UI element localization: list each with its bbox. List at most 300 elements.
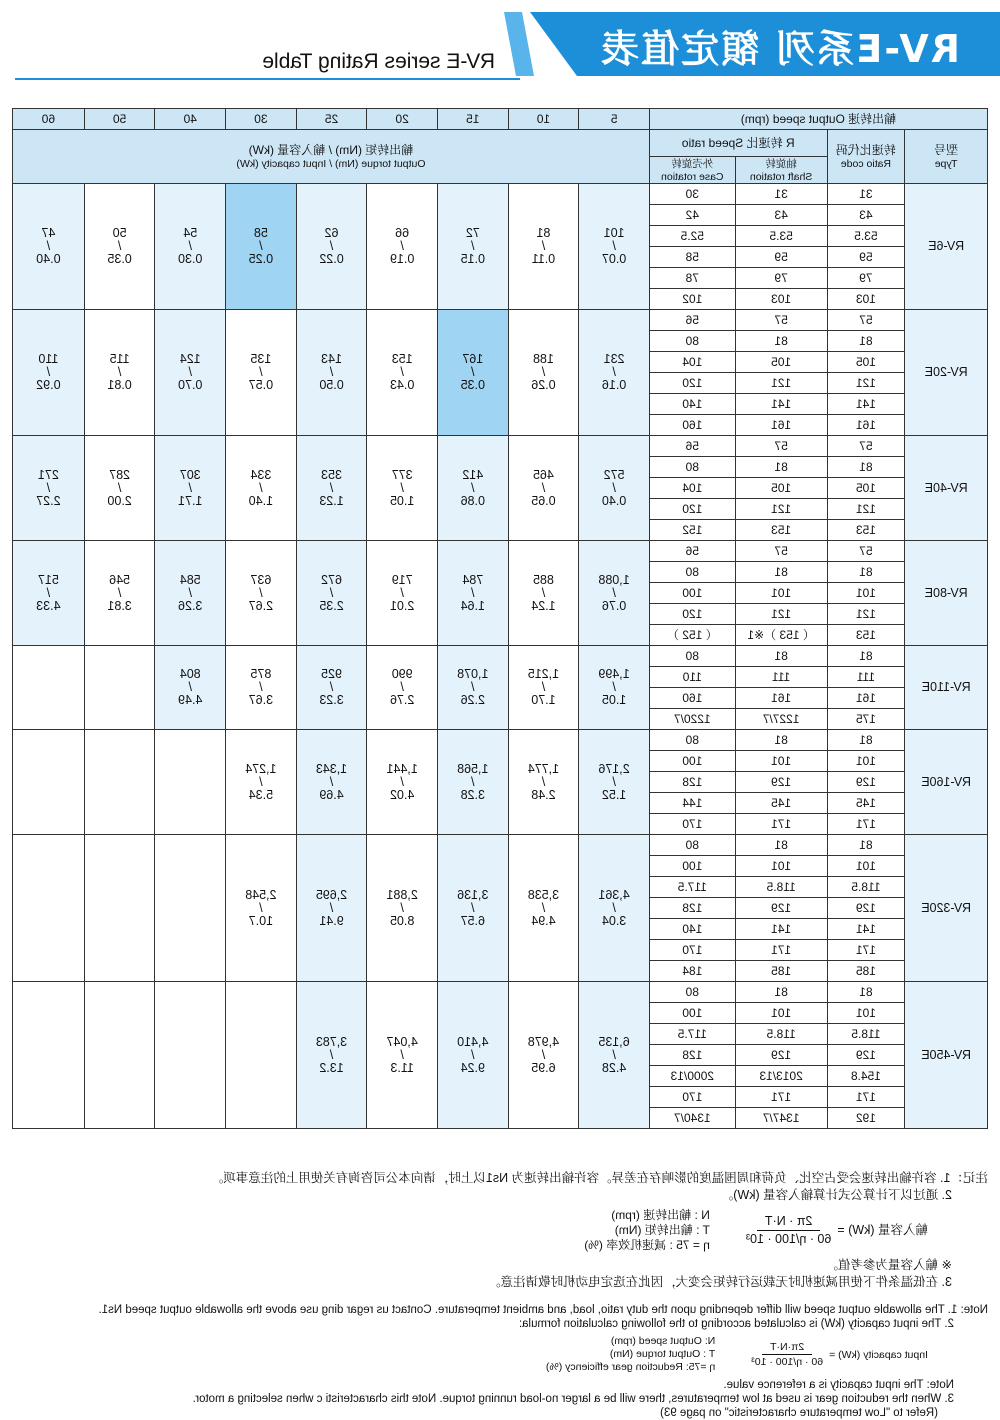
capacity-value: 0.25 — [248, 252, 274, 266]
legend-cn-n: N : 輸出转速 (rpm) — [611, 1208, 710, 1222]
formula-cn-lhs: 輸入容量 (kW) = — [837, 1223, 928, 1237]
torque-value: 54 — [183, 226, 198, 240]
torque-value: 4,410 — [457, 1034, 489, 1049]
ratio-code-cell: 81 — [827, 331, 905, 352]
separator: / — [471, 365, 475, 379]
case-ratio-cell: 102 — [649, 289, 735, 310]
table-row — [13, 184, 988, 205]
shaft-rotation-header — [735, 157, 827, 184]
capacity-value: 13.2 — [319, 1060, 344, 1075]
torque-capacity-cell — [226, 982, 297, 1129]
torque-capacity-cell — [508, 541, 579, 646]
case-ratio-cell: 56 — [649, 541, 735, 562]
capacity-value: 0.40 — [601, 493, 627, 508]
shaft-ratio-cell: 129 — [735, 772, 827, 793]
torque-capacity-cell — [437, 835, 508, 982]
case-ratio-cell: 80 — [649, 562, 735, 583]
ratio-code-cell: 192 — [827, 1108, 905, 1129]
torque-capacity-cell — [155, 835, 226, 982]
formula-en-numerator: 2π·N·T — [762, 1340, 812, 1355]
ratio-code-cell: 118.5 — [827, 1024, 905, 1045]
note-en-3: 3. When the reduction gear is used at low temperatures, there will be a larger no-load running torque. Note this characteristi c when selecting a motor. — [192, 1393, 954, 1405]
speed-header: 15 — [437, 109, 508, 130]
capacity-value: 3.04 — [601, 913, 627, 928]
capacity-value: 11.3 — [390, 1060, 414, 1075]
capacity-value: 0.11 — [531, 252, 556, 266]
torque-capacity-cell — [226, 730, 297, 835]
case-ratio-cell: 120 — [649, 373, 735, 394]
ratio-code-cell: 141 — [827, 919, 905, 940]
separator: / — [259, 585, 263, 600]
separator: / — [541, 680, 546, 694]
torque-capacity-cell — [296, 184, 367, 310]
case-ratio-cell: 30 — [649, 184, 735, 205]
shaft-ratio-cell: 121 — [735, 373, 827, 394]
note-cn-2: 2. 通过以下计算公式计算输入容量 (kW)。 — [720, 1188, 952, 1202]
capacity-value: 1.64 — [460, 598, 485, 613]
case-ratio-cell: 80 — [649, 457, 735, 478]
ratio-code-cell: 103 — [827, 289, 905, 310]
torque-capacity-cell — [296, 730, 367, 835]
note-en-2: 2. The input capacity (kW) is calculated according to the following calculation formula: — [518, 1318, 954, 1330]
case-ratio-cell: 56 — [649, 436, 735, 457]
capacity-value: 0.35 — [107, 252, 132, 266]
separator: / — [329, 365, 334, 379]
separator: / — [541, 900, 546, 915]
speed-header: 10 — [508, 109, 579, 130]
torque-capacity-cell — [437, 982, 508, 1129]
case-rotation-label: 外壳旋转 — [671, 158, 714, 170]
torque-value: 101 — [603, 226, 625, 240]
case-ratio-cell: 128 — [649, 898, 735, 919]
torque-value: 784 — [462, 572, 484, 587]
torque-value: 81 — [536, 226, 551, 240]
separator: / — [471, 774, 475, 789]
capacity-value: 0.16 — [601, 378, 627, 392]
torque-capacity-cell — [296, 436, 367, 541]
capacity-value: 3.81 — [107, 598, 132, 613]
separator: / — [471, 239, 475, 253]
torque-value: 334 — [250, 467, 272, 482]
case-ratio-cell: 80 — [649, 331, 735, 352]
torque-capacity-cell — [579, 982, 650, 1129]
torque-value: 925 — [321, 667, 342, 681]
torque-value: 307 — [179, 467, 201, 482]
ratio-code-cell: 81 — [827, 835, 905, 856]
torque-capacity-cell — [155, 730, 226, 835]
case-ratio-cell: 100 — [649, 1003, 735, 1024]
legend-en-t: T : Output torque (Nm) — [609, 1348, 716, 1360]
torque-value: 3,136 — [457, 887, 489, 902]
shaft-ratio-cell: 81 — [735, 646, 827, 667]
shaft-rotation-label-en: Shaft rotation — [749, 171, 813, 183]
torque-value: 885 — [533, 572, 554, 587]
separator: / — [400, 239, 404, 253]
table-row — [13, 541, 988, 562]
torque-capacity-cell — [155, 541, 226, 646]
capacity-value: 9.24 — [460, 1060, 485, 1075]
ratio-code-cell: 121 — [827, 604, 905, 625]
shaft-ratio-cell: 101 — [735, 1003, 827, 1024]
torque-capacity-cell — [155, 982, 226, 1129]
note-en-ref: Note: The input capacity is a reference value. — [723, 1379, 954, 1391]
case-ratio-cell: 52.5 — [649, 226, 735, 247]
case-ratio-cell: 110 — [649, 667, 735, 688]
shaft-ratio-cell: 1227/7 — [735, 709, 827, 730]
torque-capacity-cell — [296, 982, 367, 1129]
torque-capacity-cell — [155, 436, 226, 541]
case-ratio-cell: 80 — [649, 982, 735, 1003]
ratio-code-cell: 153 — [827, 520, 905, 541]
legend-cn-eta: η = 75 : 减速机效率 (%) — [584, 1238, 710, 1252]
ratio-code-cell: 57 — [827, 436, 905, 457]
separator: / — [471, 900, 475, 915]
shaft-ratio-cell: 118.5 — [735, 1024, 827, 1045]
torque-value: 271 — [37, 467, 59, 482]
ratio-code-cell: 43 — [827, 205, 905, 226]
legend-en-eta: η =75: Reduction gear efficiency (%) — [545, 1361, 716, 1373]
page-subtitle: RV-E series Rating Table — [262, 50, 495, 73]
torque-value: 4,978 — [527, 1034, 560, 1049]
separator: / — [400, 900, 404, 915]
ratio-code-cell: 171 — [827, 1087, 905, 1108]
capacity-value: 0.70 — [178, 378, 203, 392]
torque-capacity-cell — [13, 646, 85, 730]
torque-value: 143 — [321, 352, 342, 366]
separator: / — [471, 480, 475, 495]
capacity-value: 0.81 — [107, 378, 132, 392]
capacity-value: 0.50 — [319, 378, 344, 392]
ratio-code-cell: 81 — [827, 730, 905, 751]
torque-label: 輸出转矩 (Nm) / 輸入容量 (kW) — [248, 142, 414, 157]
capacity-value: 0.19 — [390, 252, 415, 266]
separator: / — [329, 585, 334, 600]
separator: / — [400, 365, 404, 379]
torque-capacity-cell — [84, 982, 155, 1129]
case-ratio-cell: 117.5 — [649, 877, 735, 898]
torque-capacity-cell — [367, 541, 438, 646]
torque-capacity-cell — [579, 835, 650, 982]
ratio-code-cell: 185 — [827, 961, 905, 982]
speed-header: 30 — [226, 109, 297, 130]
case-ratio-cell: 56 — [649, 310, 735, 331]
torque-value: 1,088 — [598, 572, 630, 587]
ratio-code-cell: 154.8 — [827, 1066, 905, 1087]
torque-value: 62 — [324, 226, 339, 240]
torque-value: 353 — [321, 467, 342, 482]
torque-value: 153 — [391, 352, 413, 366]
shaft-ratio-cell: 141 — [735, 919, 827, 940]
separator: / — [117, 239, 122, 253]
shaft-ratio-cell: 81 — [735, 835, 827, 856]
note-cn-1: 注记：1. 容许输出转速会受占空比、负荷和周围温度的影响存在差异。容许输出转速为 Ns1以上时，请向本公司咨询有关使用上的注意事项。 — [210, 1171, 988, 1185]
table-row — [13, 835, 988, 856]
separator: / — [541, 774, 546, 789]
formula-en-lhs: Input capacity (kW) = — [829, 1348, 928, 1361]
shaft-ratio-cell: 161 — [735, 688, 827, 709]
torque-capacity-cell — [13, 541, 85, 646]
torque-capacity-cell — [437, 184, 508, 310]
ratio-code-cell: 121 — [827, 373, 905, 394]
torque-capacity-cell — [508, 982, 579, 1129]
separator: / — [46, 239, 51, 253]
separator: / — [188, 680, 192, 694]
torque-capacity-cell — [155, 646, 226, 730]
case-ratio-cell: 184 — [649, 961, 735, 982]
torque-value: 672 — [321, 572, 342, 587]
torque-capacity-cell — [437, 646, 508, 730]
torque-header — [13, 130, 650, 184]
type-label-en: Type — [934, 157, 958, 170]
case-ratio-cell: 140 — [649, 394, 735, 415]
notes-en — [12, 1303, 988, 1420]
torque-capacity-cell — [13, 730, 85, 835]
case-ratio-cell: 100 — [649, 583, 735, 604]
torque-capacity-cell — [579, 310, 650, 436]
separator: / — [259, 365, 263, 379]
torque-capacity-cell — [84, 730, 155, 835]
note-cn-ref: ※ 輸入容量为参考值。 — [825, 1258, 952, 1272]
type-header — [905, 130, 988, 184]
ratio-code-cell: 59 — [827, 247, 905, 268]
torque-capacity-cell — [508, 835, 579, 982]
ratio-code-cell: 101 — [827, 751, 905, 772]
separator: / — [612, 680, 616, 694]
torque-value: 637 — [250, 572, 272, 587]
torque-capacity-cell — [226, 184, 297, 310]
torque-value: 1,215 — [527, 667, 560, 681]
torque-capacity-cell — [296, 835, 367, 982]
shaft-rotation-label: 轴旋转 — [765, 158, 797, 170]
capacity-value: 0.15 — [460, 252, 485, 266]
capacity-value: 1.24 — [531, 598, 556, 613]
torque-capacity-cell — [155, 310, 226, 436]
speed-header: 50 — [84, 109, 155, 130]
separator: / — [612, 1047, 616, 1062]
torque-value: 377 — [391, 467, 413, 482]
separator: / — [400, 680, 404, 694]
separator: / — [188, 365, 192, 379]
case-ratio-cell: 100 — [649, 751, 735, 772]
torque-capacity-cell — [367, 646, 438, 730]
legend-cn-t: T : 輸出转矩 (Nm) — [614, 1223, 710, 1237]
separator: / — [541, 480, 546, 495]
torque-capacity-cell — [296, 646, 367, 730]
separator: / — [612, 900, 616, 915]
case-ratio-cell: 160 — [649, 688, 735, 709]
capacity-value: 3.23 — [319, 693, 344, 707]
type-cell: RV-160E — [905, 730, 988, 835]
torque-capacity-cell — [226, 541, 297, 646]
separator: / — [188, 239, 192, 253]
capacity-value: 1.05 — [390, 493, 415, 508]
shaft-ratio-cell: 101 — [735, 856, 827, 877]
torque-capacity-cell — [226, 646, 297, 730]
capacity-value: 4.02 — [390, 787, 415, 802]
separator: / — [259, 680, 263, 694]
torque-capacity-cell — [226, 835, 297, 982]
torque-value: 58 — [253, 226, 268, 240]
speed-header: 60 — [13, 109, 85, 130]
capacity-value: 3.26 — [178, 598, 203, 613]
shaft-ratio-cell: 145 — [735, 793, 827, 814]
shaft-ratio-cell: 171 — [735, 940, 827, 961]
capacity-value: 4.28 — [601, 1060, 627, 1075]
case-ratio-cell: 2000/13 — [649, 1066, 735, 1087]
separator: / — [259, 774, 263, 789]
shaft-ratio-cell: 2013/13 — [735, 1066, 827, 1087]
capacity-value: 2.26 — [460, 693, 485, 707]
capacity-value: 8.05 — [390, 913, 415, 928]
torque-value: 465 — [533, 467, 554, 482]
speed-header: 40 — [155, 109, 226, 130]
capacity-value: 6.95 — [531, 1060, 556, 1075]
note-cn-3: 3. 在低温条件下使用减速机时无载运行转矩会变大，因此在选定电动机时敬请注意。 — [488, 1275, 952, 1289]
table-row — [13, 982, 988, 1003]
type-cell: RV-40E — [905, 436, 988, 541]
ratio-code-cell: 171 — [827, 814, 905, 835]
capacity-value: 2.48 — [531, 787, 556, 802]
ratio-code-cell: 81 — [827, 562, 905, 583]
ratio-code-cell: 145 — [827, 793, 905, 814]
shaft-ratio-cell: 59 — [735, 247, 827, 268]
torque-capacity-cell — [508, 730, 579, 835]
ratio-code-cell: 101 — [827, 583, 905, 604]
case-ratio-cell: 160 — [649, 415, 735, 436]
torque-capacity-cell — [13, 184, 85, 310]
ratio-code-cell: 79 — [827, 268, 905, 289]
torque-value: 2,695 — [315, 887, 348, 902]
ratio-code-cell: 57 — [827, 310, 905, 331]
torque-capacity-cell — [579, 541, 650, 646]
case-ratio-cell: 128 — [649, 772, 735, 793]
shaft-ratio-cell: 57 — [735, 310, 827, 331]
torque-value: 2,176 — [598, 761, 630, 776]
capacity-value: 0.65 — [531, 493, 556, 508]
table-row — [13, 310, 988, 331]
shaft-ratio-cell: 57 — [735, 436, 827, 457]
capacity-value: 0.35 — [460, 378, 485, 392]
type-cell: RV-450E — [905, 982, 988, 1129]
shaft-ratio-cell: 111 — [735, 667, 827, 688]
capacity-value: 5.34 — [248, 787, 274, 802]
legend-en-n: N: Output speed (rpm) — [610, 1335, 716, 1347]
shaft-ratio-cell: 81 — [735, 730, 827, 751]
torque-capacity-cell — [296, 310, 367, 436]
separator: / — [471, 585, 475, 600]
torque-value: 110 — [38, 352, 59, 366]
capacity-value: 2.76 — [390, 693, 415, 707]
separator: / — [329, 680, 334, 694]
capacity-value: 4.49 — [178, 693, 203, 707]
shaft-ratio-cell: 161 — [735, 415, 827, 436]
torque-value: 3,538 — [527, 887, 560, 902]
ratio-code-cell: 81 — [827, 646, 905, 667]
separator: / — [541, 1047, 546, 1062]
shaft-ratio-cell: 101 — [735, 751, 827, 772]
formula-cn-legend — [584, 1208, 710, 1253]
case-ratio-cell: （ 152 ） — [649, 625, 735, 646]
separator: / — [471, 1047, 475, 1062]
separator: / — [471, 680, 475, 694]
shaft-ratio-cell: 43 — [735, 205, 827, 226]
torque-capacity-cell — [437, 436, 508, 541]
capacity-value: 1.52 — [601, 787, 627, 802]
note-en-3b: (Refer to "Low temperature characteristic" on page 93) — [660, 1407, 938, 1419]
shaft-ratio-cell: 121 — [735, 499, 827, 520]
case-ratio-cell: 140 — [649, 919, 735, 940]
ratio-code-cell: 101 — [827, 856, 905, 877]
case-ratio-cell: 104 — [649, 352, 735, 373]
torque-value: 719 — [391, 572, 413, 587]
table-row — [13, 646, 988, 667]
type-cell: RV-110E — [905, 646, 988, 730]
separator: / — [612, 480, 616, 495]
ratio-code-cell: 81 — [827, 457, 905, 478]
ratio-code-cell: 101 — [827, 1003, 905, 1024]
capacity-value: 4.33 — [36, 598, 61, 613]
torque-capacity-cell — [84, 436, 155, 541]
type-label: 型号 — [934, 142, 959, 157]
capacity-value: 0.86 — [460, 493, 485, 508]
separator: / — [329, 480, 334, 495]
rating-table — [12, 108, 988, 1129]
shaft-ratio-cell: 118.5 — [735, 877, 827, 898]
shaft-ratio-cell: 141 — [735, 394, 827, 415]
torque-value: 287 — [109, 467, 131, 482]
page-title: RV-E系列 額定值表 — [599, 27, 960, 71]
case-ratio-cell: 42 — [649, 205, 735, 226]
capacity-value: 0.92 — [36, 378, 61, 392]
capacity-value: 3.67 — [248, 693, 274, 707]
torque-capacity-cell — [437, 310, 508, 436]
torque-label-en: Output torque (Nm) / Input capacity (kW) — [236, 157, 426, 170]
separator: / — [46, 365, 51, 379]
torque-capacity-cell — [226, 310, 297, 436]
formula-en-denominator: 60 · η/100 · 10³ — [751, 1356, 824, 1368]
capacity-value: 2.67 — [248, 598, 274, 613]
torque-capacity-cell — [579, 646, 650, 730]
torque-capacity-cell — [13, 310, 85, 436]
torque-value: 1,774 — [527, 761, 560, 776]
capacity-value: 3.28 — [460, 787, 485, 802]
torque-value: 188 — [533, 352, 554, 366]
separator: / — [329, 900, 334, 915]
separator: / — [117, 365, 122, 379]
note-en-1: Note: 1. The allowable output speed will differ depending upon the duty ratio, load, and ambient temperature. Contact us regar ding use above the allowable output speed Ns1. — [98, 1304, 988, 1316]
separator: / — [46, 585, 51, 600]
shaft-ratio-cell: 171 — [735, 1087, 827, 1108]
torque-capacity-cell — [84, 541, 155, 646]
shaft-ratio-cell: 185 — [735, 961, 827, 982]
shaft-ratio-cell: 171 — [735, 814, 827, 835]
shaft-ratio-cell: 129 — [735, 1045, 827, 1066]
torque-capacity-cell — [367, 730, 438, 835]
capacity-value: 0.26 — [531, 378, 556, 392]
table-row — [13, 436, 988, 457]
torque-value: 231 — [603, 352, 625, 366]
shaft-ratio-cell: 81 — [735, 562, 827, 583]
shaft-ratio-cell: 103 — [735, 289, 827, 310]
torque-capacity-cell — [579, 184, 650, 310]
shaft-ratio-cell: 105 — [735, 478, 827, 499]
separator: / — [400, 480, 404, 495]
torque-capacity-cell — [579, 436, 650, 541]
torque-capacity-cell — [437, 730, 508, 835]
shaft-ratio-cell: 153 — [735, 520, 827, 541]
capacity-value: 1.71 — [178, 493, 203, 508]
separator: / — [400, 1047, 404, 1062]
